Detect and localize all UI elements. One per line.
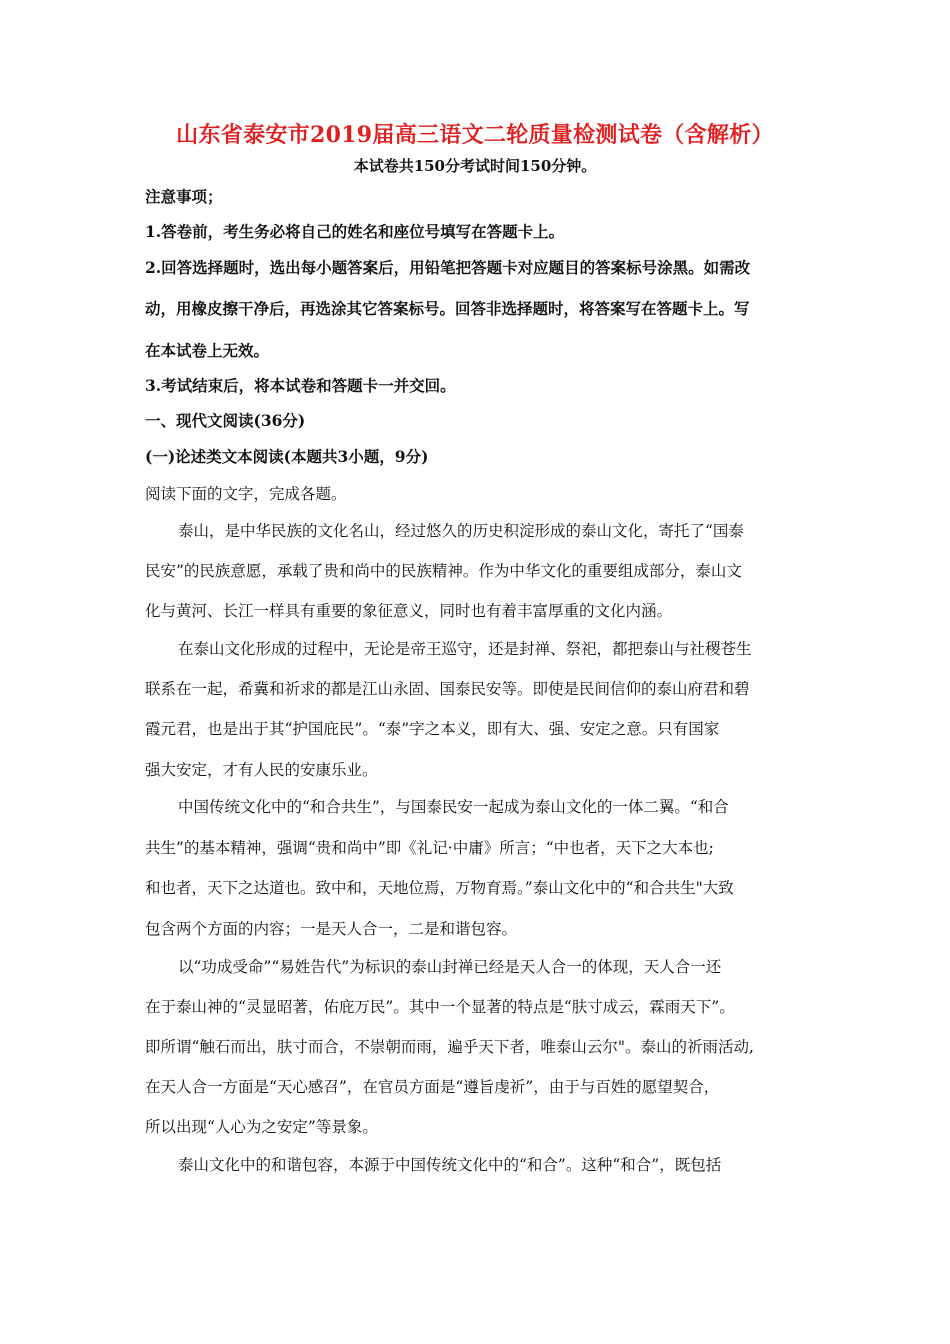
paragraph-line: 所以出现“人心为之安定”等景象。 — [145, 1118, 378, 1136]
paragraph-line: 强大安定，才有人民的安康乐业。 — [145, 761, 378, 779]
paragraph-line: 泰山文化中的和谐包容，本源于中国传统文化中的“和合”。这种“和合”，既包括 — [178, 1156, 722, 1174]
section-heading: 一、现代文阅读(36分) — [145, 411, 306, 430]
paragraph-line: 霞元君，也是出于其“护国庇民”。“泰”字之本义，即有大、强、安定之意。只有国家 — [145, 720, 720, 738]
paragraph-line: 化与黄河、长江一样具有重要的象征意义，同时也有着丰富厚重的文化内涵。 — [145, 602, 673, 620]
notice-item-2: 2.回答选择题时，选出每小题答案后，用铅笔把答题卡对应题目的答案标号涂黑。如需改 — [145, 258, 751, 277]
paragraph-line: 联系在一起，希冀和祈求的都是江山永固、国泰民安等。即使是民间信仰的泰山府君和碧 — [145, 680, 750, 698]
instruction-text: 阅读下面的文字，完成各题。 — [145, 485, 347, 503]
paragraph-line: 包含两个方面的内容；一是天人合一，二是和谐包容。 — [145, 920, 518, 938]
paragraph-line: 共生”的基本精神，强调“贵和尚中”即《礼记·中庸》所言；“中也者，天下之大本也; — [145, 839, 714, 857]
paragraph-line: 中国传统文化中的“和合共生”，与国泰民安一起成为泰山文化的一体二翼。“和合 — [178, 798, 729, 816]
document-title: 山东省泰安市2019届高三语文二轮质量检测试卷（含解析） — [176, 122, 774, 148]
notice-item-2-cont: 动，用橡皮擦干净后，再选涂其它答案标号。回答非选择题时，将答案写在答题卡上。写 — [145, 299, 750, 318]
notice-item-2-end: 在本试卷上无效。 — [145, 341, 270, 360]
paragraph-line: 在天人合一方面是“天心感召”，在官员方面是“遵旨虔祈”，由于与百姓的愿望契合， — [145, 1078, 720, 1096]
paragraph-line: 即所谓“触石而出，肤寸而合，不崇朝而雨，遍乎天下者，唯泰山云尔"。泰山的祈雨活动, — [145, 1038, 754, 1056]
paragraph-line: 泰山，是中华民族的文化名山，经过悠久的历史积淀形成的泰山文化，寄托了“国泰 — [178, 522, 744, 540]
paragraph-line: 民安”的民族意愿，承载了贵和尚中的民族精神。作为中华文化的重要组成部分，泰山文 — [145, 562, 742, 580]
notice-heading: 注意事项； — [145, 187, 223, 206]
paragraph-line: 在泰山文化形成的过程中，无论是帝王巡守，还是封禅、祭祀，都把泰山与社稷苍生 — [178, 640, 752, 658]
notice-item-1: 1.答卷前，考生务必将自己的姓名和座位号填写在答题卡上。 — [145, 222, 565, 241]
paragraph-line: 在于泰山神的“灵显昭著，佑庇万民”。其中一个显著的特点是“肤寸成云，霖雨天下”。 — [145, 998, 735, 1016]
subsection-heading: (一)论述类文本阅读(本题共3小题，9分) — [145, 447, 429, 466]
notice-item-3: 3.考试结束后，将本试卷和答题卡一并交回。 — [145, 376, 456, 395]
paragraph-line: 和也者，天下之达道也。致中和，天地位焉，万物育焉。”泰山文化中的“和合共生"大致 — [145, 879, 734, 897]
paragraph-line: 以“功成受命”“易姓告代”为标识的泰山封禅已经是天人合一的体现，天人合一还 — [178, 958, 722, 976]
exam-info: 本试卷共150分考试时间150分钟。 — [353, 157, 597, 175]
